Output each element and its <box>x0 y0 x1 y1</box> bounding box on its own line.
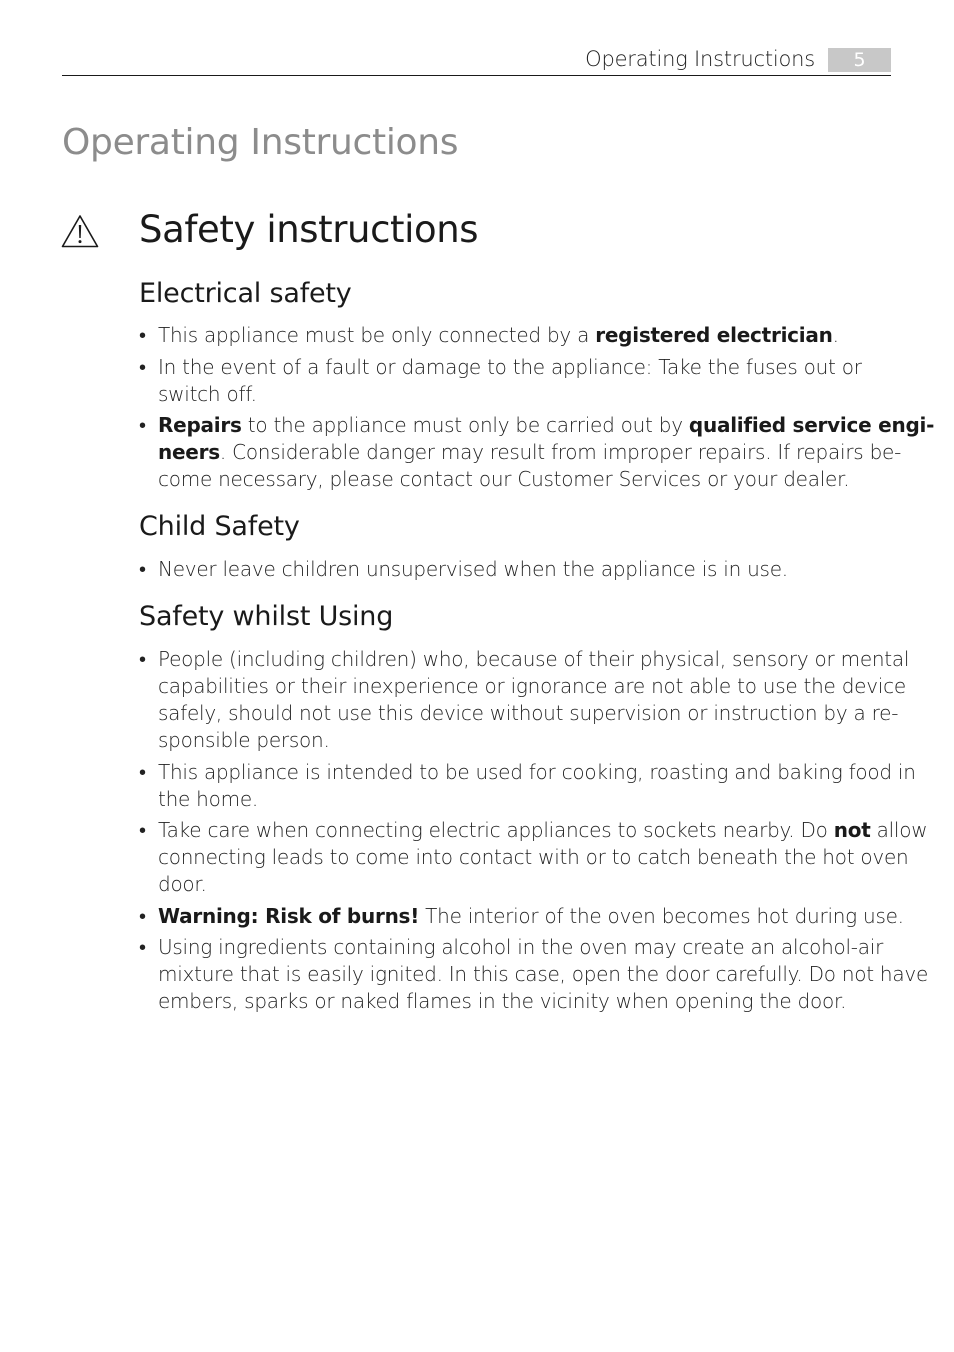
item-text: door. <box>158 872 207 896</box>
item-text: This appliance is intended to be used for cooking, roasting and baking food in <box>158 760 916 784</box>
bullet-icon: • <box>139 935 146 959</box>
list-item <box>139 759 916 813</box>
child-safety-heading: Child Safety <box>139 511 300 542</box>
item-text: mixture that is easily ignited. In this case, open the door carefully. Do not have <box>158 962 928 986</box>
item-text: the home. <box>158 787 258 811</box>
item-text: allow <box>870 818 928 842</box>
item-emphasis: not <box>833 818 871 842</box>
list-item <box>139 354 891 408</box>
item-text: safely, should not use this device without supervision or instruction by a re- <box>158 701 899 725</box>
bullet-icon: • <box>139 355 146 379</box>
bullet-icon: • <box>139 818 146 842</box>
warning-triangle-icon <box>61 214 99 248</box>
list-item <box>139 412 935 493</box>
item-emphasis: registered electrician <box>595 323 833 347</box>
item-text: The interior of the oven becomes hot during use. <box>419 904 904 928</box>
list-item <box>139 903 904 930</box>
item-emphasis: neers <box>158 440 220 464</box>
page-header <box>62 44 891 76</box>
bullet-icon: • <box>139 413 146 437</box>
section-title: Safety instructions <box>139 208 479 251</box>
list-item <box>139 934 928 1015</box>
item-text: In the event of a fault or damage to the appliance: Take the fuses out or <box>158 355 862 379</box>
item-text: Take care when connecting electric appliances to sockets nearby. Do <box>158 818 834 842</box>
chapter-title: Operating Instructions <box>62 122 459 163</box>
item-text: . <box>832 323 839 347</box>
list-item <box>139 646 910 754</box>
bullet-icon: • <box>139 557 146 581</box>
item-text: Never leave children unsupervised when the appliance is in use. <box>158 557 788 581</box>
list-item <box>139 322 891 349</box>
bullet-icon: • <box>139 323 146 347</box>
item-text: embers, sparks or naked flames in the vicinity when opening the door. <box>158 989 847 1013</box>
item-text: . Considerable danger may result from improper repairs. If repairs be- <box>219 440 902 464</box>
item-text: Using ingredients containing alcohol in the oven may create an alcohol-air <box>158 935 884 959</box>
item-emphasis: Warning: Risk of burns! <box>158 904 420 928</box>
safety-whilst-using-heading: Safety whilst Using <box>139 601 394 632</box>
item-text: This appliance must be only connected by a <box>158 323 596 347</box>
header-title: Operating Instructions <box>585 47 815 71</box>
item-text: switch off. <box>158 382 257 406</box>
item-text: come necessary, please contact our Customer Services or your dealer. <box>158 467 850 491</box>
electrical-safety-heading: Electrical safety <box>139 278 352 309</box>
page-number: 5 <box>828 48 891 72</box>
item-emphasis: qualified service engi- <box>688 413 935 437</box>
item-emphasis: Repairs <box>158 413 242 437</box>
list-item <box>139 817 928 898</box>
bullet-icon: • <box>139 904 146 928</box>
bullet-icon: • <box>139 647 146 671</box>
item-text: capabilities or their inexperience or ignorance are not able to use the device <box>158 674 906 698</box>
item-text: connecting leads to come into contact with or to catch beneath the hot oven <box>158 845 909 869</box>
item-text: to the appliance must only be carried out by <box>241 413 689 437</box>
list-item <box>139 556 891 583</box>
bullet-icon: • <box>139 760 146 784</box>
item-text: People (including children) who, because of their physical, sensory or mental <box>158 647 910 671</box>
item-text: sponsible person. <box>158 728 330 752</box>
